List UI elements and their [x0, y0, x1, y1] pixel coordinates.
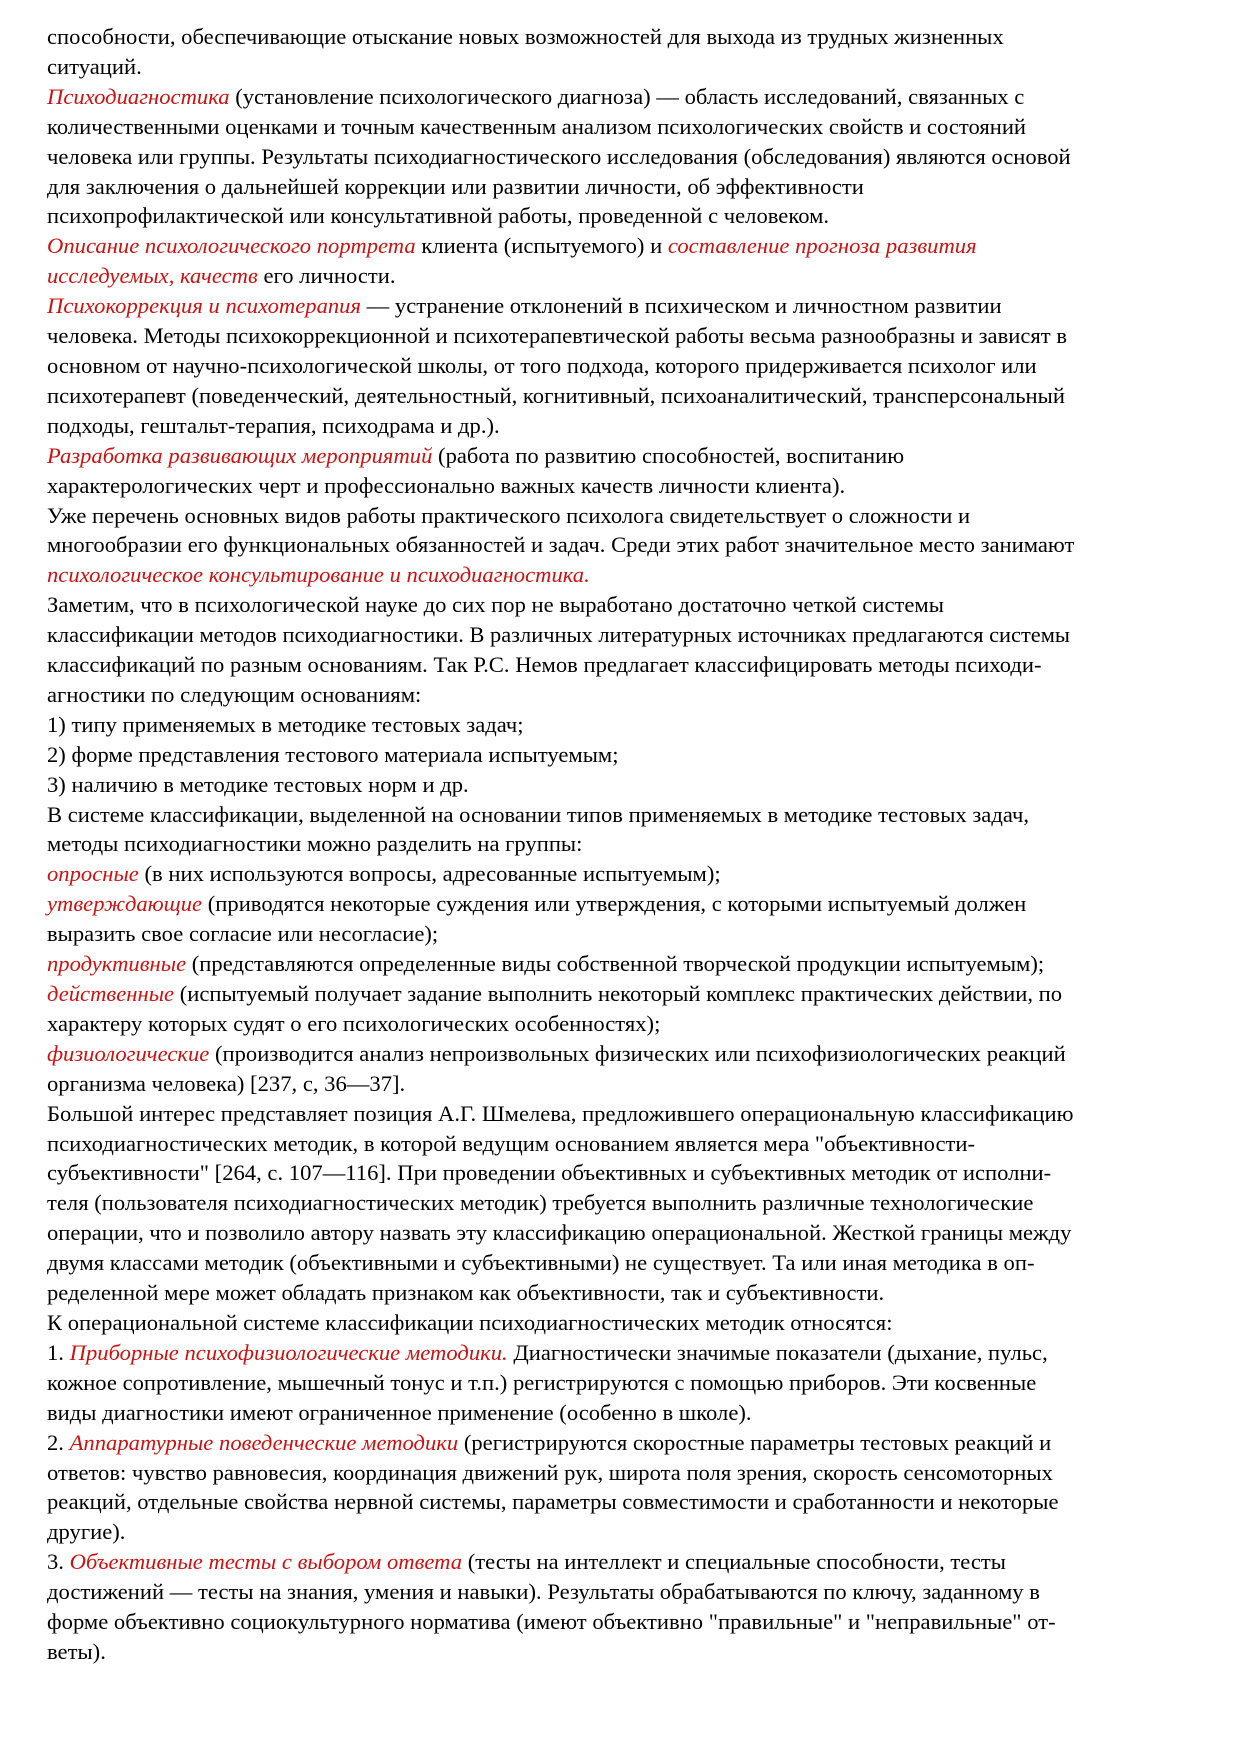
body-text-run: (регистрируются скоростные параметры тестовых реакций и — [458, 1429, 1052, 1455]
body-text-run: (приводятся некоторые суждения или утверждения, с которыми испытуемый должен — [202, 891, 1027, 917]
body-text-run: 1) типу применяемых в методике тестовых задач; — [47, 711, 524, 737]
text-line — [47, 1039, 1075, 1069]
text-line — [47, 1398, 1075, 1428]
body-text-run: психодиагностических методик, в которой ведущим основанием является мера "объективности- — [47, 1130, 975, 1156]
text-line — [47, 411, 1075, 441]
text-line — [47, 1637, 1075, 1667]
text-line — [47, 1517, 1075, 1547]
text-line — [47, 1368, 1075, 1398]
text-line — [47, 231, 1075, 261]
emphasis-text-run: составление прогноза развития — [667, 233, 977, 259]
body-text-run: ределенной мере может обладать признаком как объективности, так и субъективности. — [47, 1280, 885, 1306]
body-text-run: выразить свое согласие или несогласие); — [47, 921, 439, 947]
text-line — [47, 680, 1075, 710]
text-line — [47, 710, 1075, 740]
body-text-run: реакций, отдельные свойства нервной системы, параметры совместимости и сработанности и некоторые — [47, 1489, 1059, 1515]
text-line — [47, 1338, 1075, 1368]
body-text-run: форме объективно социокультурного норматива (имеют объективно "правильные" и "неправильные" от- — [47, 1609, 1056, 1635]
body-text-run: 1. — [47, 1339, 70, 1365]
text-line — [47, 889, 1075, 919]
body-text-run: (в них используются вопросы, адресованные испытуемым); — [138, 861, 721, 887]
text-line — [47, 740, 1075, 770]
text-line — [47, 1607, 1075, 1637]
text-line — [47, 112, 1075, 142]
text-line — [47, 1069, 1075, 1099]
body-text-run: В системе классификации, выделенной на основании типов применяемых в методике тестовых задач, — [47, 801, 1030, 827]
emphasis-text-run: Объективные тесты с выбором ответа — [69, 1549, 463, 1575]
emphasis-text-run: Приборные психофизиологические методики. — [69, 1339, 508, 1365]
body-text-run: психопрофилактической или консультативной работы, проведенной с человеком. — [47, 203, 830, 229]
text-line — [47, 1009, 1075, 1039]
text-line — [47, 351, 1075, 381]
body-text-run: субъективности" [264, с. 107—116]. При проведении объективных и субъективных методик от исполни- — [47, 1160, 1052, 1186]
body-text-run: организма человека) [237, с, 36—37]. — [47, 1070, 406, 1096]
body-text-run: его личности. — [257, 263, 396, 289]
body-text-run: 3. — [47, 1549, 70, 1575]
text-line — [47, 291, 1075, 321]
emphasis-text-run: Описание психологического портрета — [47, 233, 416, 259]
body-text-run: (производится анализ непроизвольных физических или психофизиологических реакций — [209, 1040, 1066, 1066]
text-line — [47, 650, 1075, 680]
body-text-run: (испытуемый получает задание выполнить некоторый комплекс практических действии, по — [174, 981, 1063, 1006]
text-line — [47, 22, 1075, 52]
body-text-run: человека. Методы психокоррекционной и психотерапевтической работы весьма разнообразны и зависят в — [47, 323, 1068, 349]
body-text-run: ситуаций. — [47, 53, 142, 79]
text-line — [47, 1129, 1075, 1159]
text-line — [47, 590, 1075, 620]
text-line — [47, 142, 1075, 172]
body-text-run: клиента (испытуемого) и — [415, 233, 668, 259]
text-line — [47, 1428, 1075, 1458]
emphasis-text-run: исследуемых, качеств — [47, 263, 258, 289]
text-line — [47, 52, 1075, 82]
emphasis-text-run: Психодиагностика — [47, 83, 230, 109]
text-line — [47, 1099, 1075, 1129]
text-line — [47, 381, 1075, 411]
body-text-run: достижений — тесты на знания, умения и навыки). Результаты обрабатываются по ключу, заданному в — [47, 1579, 1040, 1605]
body-text-run: многообразии его функциональных обязанностей и задач. Среди этих работ значительное место занимают — [47, 532, 1075, 558]
body-text-run: кожное сопротивление, мышечный тонус и т.п.) регистрируются с помощью приборов. Эти косвенные — [47, 1369, 1037, 1395]
body-text-run: психотерапевт (поведенческий, деятельностный, когнитивный, психоаналитический, трансперсональный — [47, 382, 1065, 408]
body-text-run: классификации методов психодиагностики. В различных литературных источниках предлагаются системы — [47, 622, 1070, 648]
body-text-run: Диагностически значимые показатели (дыхание, пульс, — [507, 1339, 1048, 1365]
body-text-run: характеру которых судят о его психологических особенностях); — [47, 1010, 661, 1036]
text-line — [47, 1278, 1075, 1308]
body-text-run: ответов: чувство равновесия, координация движений рук, широта поля зрения, скорость сенсомоторных — [47, 1459, 1053, 1485]
body-text-run: 2) форме представления тестового материала испытуемым; — [47, 741, 619, 767]
text-line — [47, 82, 1075, 112]
body-text-run: основном от научно-психологической школы, от того подхода, которого придерживается психолог или — [47, 352, 1037, 378]
body-text-run: Заметим, что в психологической науке до сих пор не выработано достаточно четкой системы — [47, 592, 944, 618]
body-text-run: — устранение отклонений в психическом и личностном развитии — [361, 293, 1002, 319]
emphasis-text-run: продуктивные — [47, 951, 187, 977]
body-text-run: методы психодиагностики можно разделить на группы: — [47, 831, 583, 857]
emphasis-text-run: психологическое консультирование и психодиагностика. — [47, 562, 590, 588]
text-line — [47, 859, 1075, 889]
text-line — [47, 770, 1075, 800]
text-line — [47, 1487, 1075, 1517]
body-text-run: человека или группы. Результаты психодиагностического исследования (обследования) являются основой — [47, 143, 1071, 169]
body-text-run: (тесты на интеллект и специальные способности, тесты — [462, 1549, 1006, 1575]
body-text-run: способности, обеспечивающие отыскание новых возможностей для выхода из трудных жизненных — [47, 24, 1004, 49]
text-line — [47, 530, 1075, 560]
body-text-run: количественными оценками и точным качественным анализом психологических свойств и состояний — [47, 113, 1027, 139]
body-text-run: Большой интерес представляет позиция А.Г. Шмелева, предложившего операциональную классификацию — [47, 1100, 1074, 1126]
body-text-run: характерологических черт и профессионально важных качеств личности клиента). — [47, 472, 846, 498]
emphasis-text-run: физиологические — [47, 1040, 210, 1066]
body-text-run: агностики по следующим основаниям: — [47, 681, 422, 707]
text-line — [47, 501, 1075, 531]
text-line — [47, 471, 1075, 501]
emphasis-text-run: Разработка развивающих мероприятий — [47, 442, 433, 468]
body-text-run: другие). — [47, 1519, 126, 1545]
text-line — [47, 201, 1075, 231]
emphasis-text-run: Психокоррекция и психотерапия — [47, 293, 361, 319]
emphasis-text-run: Аппаратурные поведенческие методики — [69, 1429, 459, 1455]
body-text-run: (представляются определенные виды собственной творческой продукции испытуемым); — [186, 951, 1045, 977]
text-line — [47, 261, 1075, 291]
body-text-run: 2. — [47, 1429, 70, 1455]
text-line — [47, 1248, 1075, 1278]
body-text-run: К операциональной системе классификации психодиагностических методик относятся: — [47, 1309, 893, 1335]
text-line — [47, 1308, 1075, 1338]
body-text-run: двумя классами методик (объективными и субъективными) не существует. Та или иная методика в оп- — [47, 1250, 1035, 1276]
text-line — [47, 1158, 1075, 1188]
text-line — [47, 441, 1075, 471]
body-text-run: (работа по развитию способностей, воспитанию — [432, 442, 905, 468]
text-line — [47, 172, 1075, 202]
text-line — [47, 560, 1075, 590]
text-line — [47, 979, 1075, 1009]
emphasis-text-run: опросные — [47, 861, 139, 887]
text-line — [47, 1218, 1075, 1248]
body-text-run: теля (пользователя психодиагностических методик) требуется выполнить различные технологические — [47, 1190, 1034, 1216]
text-line — [47, 800, 1075, 830]
text-line — [47, 949, 1075, 979]
body-text-run: для заключения о дальнейшей коррекции или развитии личности, об эффективности — [47, 173, 864, 199]
document-text-body — [47, 22, 1075, 1667]
body-text-run: виды диагностики имеют ограниченное применение (особенно в школе). — [47, 1399, 752, 1425]
text-line — [47, 1458, 1075, 1488]
body-text-run: (установление психологического диагноза) — область исследований, связанных с — [229, 83, 1025, 109]
body-text-run: классификаций по разным основаниям. Так Р.С. Немов предлагает классифицировать методы психоди- — [47, 652, 1042, 678]
text-line — [47, 1547, 1075, 1577]
emphasis-text-run: действенные — [47, 981, 175, 1006]
body-text-run: 3) наличию в методике тестовых норм и др. — [47, 771, 469, 797]
body-text-run: подходы, гештальт-терапия, психодрама и др.). — [47, 412, 500, 438]
text-line — [47, 1188, 1075, 1218]
body-text-run: веты). — [47, 1638, 106, 1664]
body-text-run: Уже перечень основных видов работы практического психолога свидетельствует о сложности и — [47, 502, 971, 528]
text-line — [47, 321, 1075, 351]
emphasis-text-run: утверждающие — [47, 891, 203, 917]
text-line — [47, 1577, 1075, 1607]
body-text-run: операции, что и позволило автору назвать эту классификацию операциональной. Жесткой границы между — [47, 1220, 1072, 1246]
text-line — [47, 829, 1075, 859]
text-line — [47, 919, 1075, 949]
text-line — [47, 620, 1075, 650]
